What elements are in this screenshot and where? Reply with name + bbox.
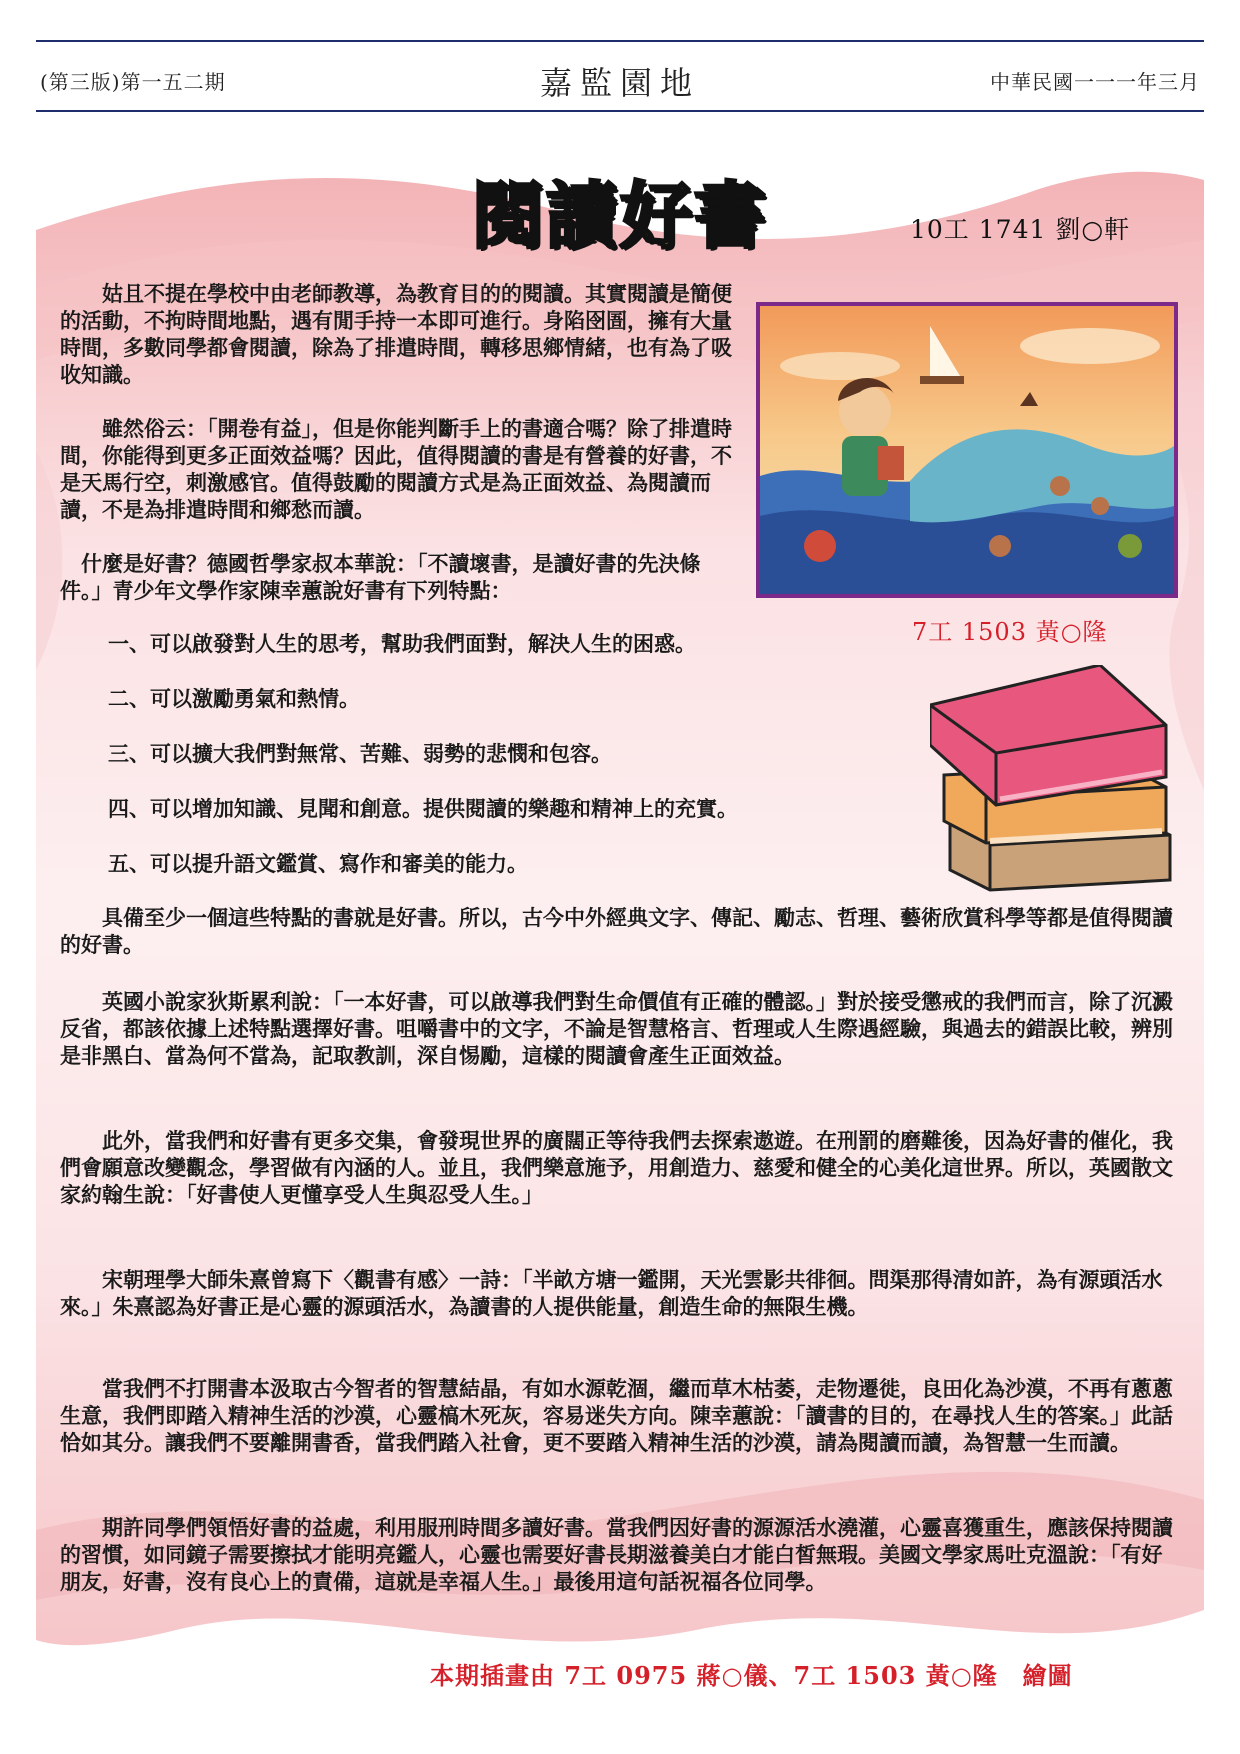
issue-number: (第三版)第一五二期 xyxy=(40,70,226,94)
stacked-books-icon xyxy=(930,665,1184,895)
header-top-rule xyxy=(36,40,1204,42)
reading-scene-illustration xyxy=(756,302,1178,598)
illustration-drawing xyxy=(760,306,1174,594)
issue-date: 中華民國一一一年三月 xyxy=(990,70,1200,94)
good-book-point-2: 二、可以激勵勇氣和熱情。 xyxy=(108,686,360,711)
good-book-point-1: 一、可以啟發對人生的思考，幫助我們面對，解決人生的困惑。 xyxy=(108,631,696,656)
header-bottom-rule xyxy=(36,110,1204,112)
paragraph-body-4: 宋朝理學大師朱熹曾寫下〈觀書有感〉一詩：「半畝方塘一鑑開，天光雲影共徘徊。問渠那得清如許，為有源頭活水來。」朱熹認為好書正是心靈的源頭活水，為讀書的人提供能量，創造生命的無限生機。 xyxy=(60,1267,1163,1319)
good-book-point-4: 四、可以增加知識、見聞和創意。提供閱讀的樂趣和精神上的充實。 xyxy=(108,796,738,821)
illustration-credit: 7工 1503 黃○隆 xyxy=(912,618,1108,646)
paragraph-intro-1: 姑且不提在學校中由老師教導，為教育目的的閱讀。其實閱讀是簡便的活動，不拘時間地點，遇有閒手持一本即可進行。身陷囹圄，擁有大量時間，多數同學都會閱讀，除為了排遣時間，轉移思鄉情緒，也有為了吸收知識。 xyxy=(60,281,732,387)
paragraph-body-1: 具備至少一個這些特點的書就是好書。所以，古今中外經典文字、傳記、勵志、哲理、藝術欣賞科學等都是值得閱讀的好書。 xyxy=(60,905,1173,957)
paragraph-body-2: 英國小說家狄斯累利說：「一本好書，可以啟導我們對生命價值有正確的體認。」對於接受懲戒的我們而言，除了沉澱反省，都該依據上述特點選擇好書。咀嚼書中的文字，不論是智慧格言、哲理或人生際遇經驗，與過去的錯誤比較，辨別是非黑白、當為何不當為，記取教訓，深自惕勵，這樣的閱讀會產生正面效益。 xyxy=(60,989,1173,1068)
article-title: 閱讀好書 xyxy=(471,174,768,258)
paragraph-body-5: 當我們不打開書本汲取古今智者的智慧結晶，有如水源乾涸，繼而草木枯萎，走物遷徙，良田化為沙漠，不再有蔥蔥生意，我們即踏入精神生活的沙漠，心靈槁木死灰，容易迷失方向。陳幸蕙說：「讀書的目的，在尋找人生的答案。」此話恰如其分。讓我們不要離開書香，當我們踏入社會，更不要踏入精神生活的沙漠，請為閱讀而讀，為智慧一生而讀。 xyxy=(60,1376,1173,1455)
paragraph-body-3: 此外，當我們和好書有更多交集，會發現世界的廣闊正等待我們去探索遨遊。在刑罰的磨難後，因為好書的催化，我們會願意改變觀念，學習做有內涵的人。並且，我們樂意施予，用創造力、慈愛和健全的心美化這世界。所以，英國散文家約翰生說：「好書使人更懂享受人生與忍受人生。」 xyxy=(60,1128,1173,1207)
paragraph-intro-2: 雖然俗云：「開卷有益」，但是你能判斷手上的書適合嗎？除了排遣時間，你能得到更多正面效益嗎？因此，值得閱讀的書是有營養的好書，不是天馬行空，刺激感官。值得鼓勵的閱讀方式是為正面效益、為閱讀而讀，不是為排遣時間和鄉愁而讀。 xyxy=(60,416,732,522)
paragraph-intro-3: 什麼是好書？德國哲學家叔本華說：「不讀壞書，是讀好書的先決條件。」青少年文學作家陳幸蕙說好書有下列特點： xyxy=(60,551,701,603)
good-book-point-5: 五、可以提升語文鑑賞、寫作和審美的能力。 xyxy=(108,851,528,876)
article-author: 10工 1741 劉○軒 xyxy=(910,215,1131,244)
publication-title: 嘉監園地 xyxy=(539,64,700,102)
good-book-point-3: 三、可以擴大我們對無常、苦難、弱勢的悲憫和包容。 xyxy=(108,741,612,766)
paragraph-body-6: 期許同學們領悟好書的益處，利用服刑時間多讀好書。當我們因好書的源源活水澆灌，心靈喜獲重生，應該保持閱讀的習慣，如同鏡子需要擦拭才能明亮鑑人，心靈也需要好書長期滋養美白才能白皙無瑕。美國文學家馬吐克溫說：「有好朋友，好書，沒有良心上的責備，這就是幸福人生。」最後用這句話祝福各位同學。 xyxy=(60,1515,1173,1594)
illustrators-credit: 本期插畫由 7工 0975 蔣○儀、7工 1503 黃○隆 繪圖 xyxy=(430,1661,1073,1690)
